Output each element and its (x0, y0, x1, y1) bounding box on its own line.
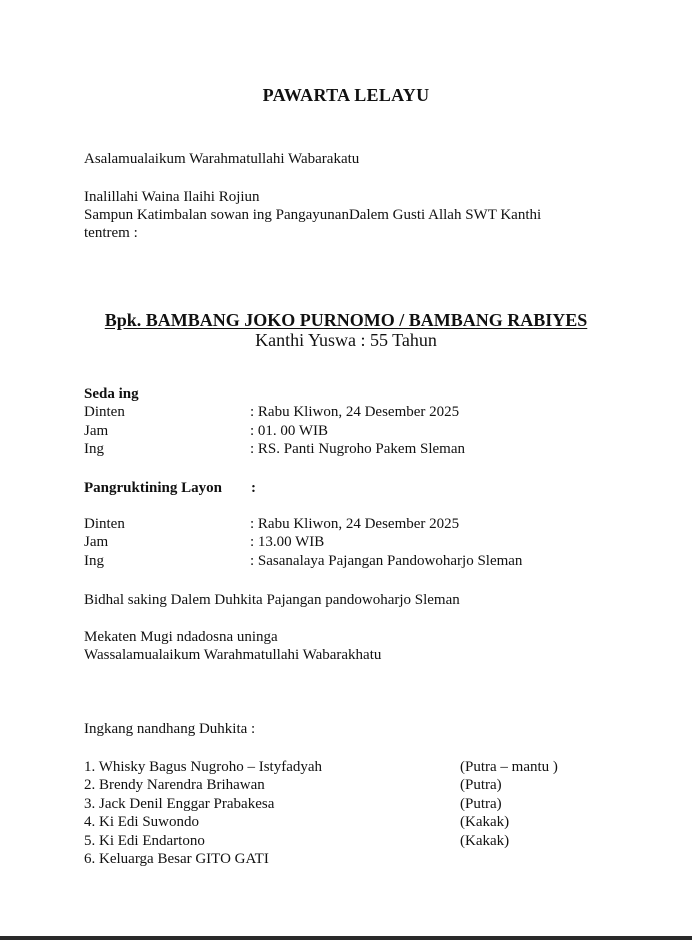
seda-row-day (84, 403, 644, 421)
row-label: Ing (84, 553, 104, 569)
seda-heading: Seda ing (84, 386, 139, 402)
family-member-name: 3. Jack Denil Enggar Prabakesa (84, 796, 275, 812)
seda-row-time (84, 422, 644, 440)
family-member-relation: (Kakak) (460, 814, 510, 830)
closing-line-1: Mekaten Mugi ndadosna uninga (84, 629, 278, 645)
deceased-name: Bpk. BAMBANG JOKO PURNOMO / BAMBANG RABIYES (104, 310, 588, 330)
pangruktining-colon: : (251, 480, 256, 496)
row-value: : 13.00 WIB (250, 534, 325, 550)
page-bottom-edge (0, 936, 692, 940)
family-member-relation: (Kakak) (460, 833, 510, 849)
row-value: : 01. 00 WIB (250, 423, 329, 439)
family-member-name: 1. Whisky Bagus Nugroho – Istyfadyah (84, 759, 323, 775)
intro-line-3: tentrem : (84, 225, 138, 241)
intro-line-2: Sampun Katimbalan sowan ing PangayunanDalem Gusti Allah SWT Kanthi (84, 207, 542, 223)
row-label: Dinten (84, 404, 125, 420)
pangruktining-row-day (84, 515, 644, 533)
family-member (84, 832, 644, 850)
pangruktining-row-time (84, 533, 644, 551)
family-member-relation: (Putra) (460, 796, 502, 812)
family-member-name: 6. Keluarga Besar GITO GATI (84, 851, 269, 867)
row-label: Jam (84, 423, 109, 439)
row-label: Jam (84, 534, 109, 550)
family-member (84, 813, 644, 831)
row-value: : Rabu Kliwon, 24 Desember 2025 (250, 516, 460, 532)
family-member (84, 776, 644, 794)
family-member-name: 5. Ki Edi Endartono (84, 833, 205, 849)
family-member-relation: (Putra) (460, 777, 502, 793)
pangruktining-row-place (84, 552, 644, 570)
family-member-relation: (Putra – mantu ) (460, 759, 558, 775)
family-member (84, 758, 644, 776)
row-value: : Rabu Kliwon, 24 Desember 2025 (250, 404, 460, 420)
row-value: : Sasanalaya Pajangan Pandowoharjo Sleman (250, 553, 523, 569)
family-heading: Ingkang nandhang Duhkita : (84, 721, 256, 737)
row-label: Dinten (84, 516, 125, 532)
row-label: Ing (84, 441, 104, 457)
deceased-age: Kanthi Yuswa : 55 Tahun (255, 330, 437, 350)
intro-line-1: Inalillahi Waina Ilaihi Rojiun (84, 189, 260, 205)
family-member-name: 2. Brendy Narendra Brihawan (84, 777, 265, 793)
closing-line-2: Wassalamualaikum Warahmatullahi Wabarakhatu (84, 647, 382, 663)
pangruktining-heading: Pangruktining Layon (84, 480, 222, 496)
document-title: PAWARTA LELAYU (262, 85, 430, 105)
pangruktining-heading-row (84, 479, 644, 497)
greeting: Asalamualaikum Warahmatullahi Wabarakatu (84, 151, 360, 167)
family-member-name: 4. Ki Edi Suwondo (84, 814, 200, 830)
family-member (84, 795, 644, 813)
departure-note: Bidhal saking Dalem Duhkita Pajangan pandowoharjo Sleman (84, 592, 460, 608)
seda-row-place (84, 440, 644, 458)
family-member (84, 850, 644, 868)
row-value: : RS. Panti Nugroho Pakem Sleman (250, 441, 465, 457)
